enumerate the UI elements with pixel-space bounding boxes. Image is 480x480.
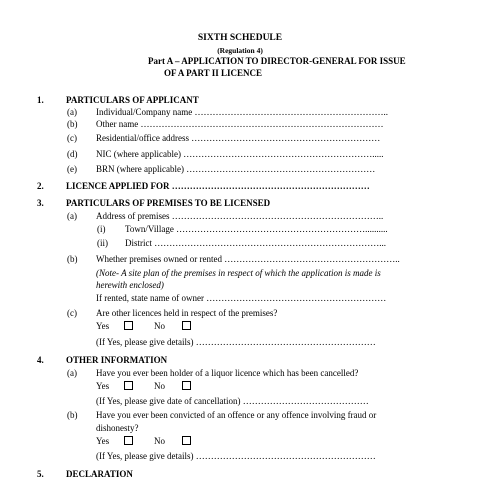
s4-b-letter: (b) bbox=[67, 410, 78, 420]
section-2-number: 2. bbox=[37, 181, 44, 191]
regulation-ref: (Regulation 4) bbox=[217, 46, 263, 55]
owner-name-field[interactable]: If rented, state name of owner …………………………………………………… bbox=[96, 293, 387, 303]
licence-applied-field[interactable]: LICENCE APPLIED FOR ………………………………………………………… bbox=[66, 181, 370, 191]
s3-no-checkbox[interactable] bbox=[182, 321, 191, 332]
s4-a-letter: (a) bbox=[67, 368, 77, 378]
section-3-number: 3. bbox=[37, 198, 44, 208]
other-licences-question: Are other licences held in respect of the premises? bbox=[96, 308, 278, 318]
district-field[interactable]: District …………………………………………………………………... bbox=[125, 238, 386, 248]
conviction-question-line1: Have you ever been convicted of an offence or any offence involving fraud or bbox=[96, 410, 377, 420]
s3-b-letter: (b) bbox=[67, 254, 78, 264]
s3-yes-label: Yes bbox=[96, 321, 110, 331]
town-village-field[interactable]: Town/Village ……………………………………………………….......... bbox=[125, 224, 388, 234]
part-a-title-line2: OF A PART II LICENCE bbox=[164, 68, 263, 78]
part-a-title-line1: Part A – APPLICATION TO DIRECTOR-GENERAL FOR ISSUE bbox=[148, 56, 406, 66]
nic-field[interactable]: NIC (where applicable) ………………………………………………………..... bbox=[96, 149, 384, 159]
s4b-yes-checkbox[interactable] bbox=[124, 436, 133, 447]
s4b-yes-label: Yes bbox=[96, 436, 110, 446]
s1-b-letter: (b) bbox=[67, 119, 78, 129]
brn-field[interactable]: BRN (where applicable) ……………………………………………………… bbox=[96, 164, 376, 174]
section-5-number: 5. bbox=[37, 469, 44, 479]
applicant-name-field[interactable]: Individual/Company name ……………………………………………………….. bbox=[96, 107, 388, 117]
conviction-details-field[interactable]: (If Yes, please give details) …………………………………………………… bbox=[96, 451, 376, 461]
s1-d-letter: (d) bbox=[67, 149, 78, 159]
s1-e-letter: (e) bbox=[67, 164, 77, 174]
s4a-no-checkbox[interactable] bbox=[182, 381, 191, 392]
section-1-number: 1. bbox=[37, 95, 44, 105]
owned-or-rented-field[interactable]: Whether premises owned or rented ………………………………………………….. bbox=[96, 254, 400, 264]
schedule-title: SIXTH SCHEDULE bbox=[197, 33, 283, 43]
section-3-title: PARTICULARS OF PREMISES TO BE LICENSED bbox=[66, 198, 271, 208]
conviction-question-line2: dishonesty? bbox=[96, 423, 139, 433]
s4a-no-label: No bbox=[154, 381, 165, 391]
s3-c-letter: (c) bbox=[67, 308, 77, 318]
other-name-field[interactable]: Other name ……………………………………………………………………… bbox=[96, 119, 384, 129]
section-4-number: 4. bbox=[37, 355, 44, 365]
site-plan-note-line2: herewith enclosed) bbox=[96, 280, 164, 290]
address-field[interactable]: Residential/office address ……………………………………………………… bbox=[96, 133, 381, 143]
s4b-no-checkbox[interactable] bbox=[182, 436, 191, 447]
s4b-no-label: No bbox=[154, 436, 165, 446]
cancellation-date-field[interactable]: (If Yes, please give date of cancellation) …………………………………… bbox=[96, 396, 369, 406]
s3-ii-letter: (ii) bbox=[97, 238, 108, 248]
premises-address-field[interactable]: Address of premises …………………………………………………………….. bbox=[96, 211, 384, 221]
section-5-title: DECLARATION bbox=[66, 469, 133, 479]
section-4-title: OTHER INFORMATION bbox=[66, 355, 168, 365]
s3-a-letter: (a) bbox=[67, 211, 77, 221]
s1-a-letter: (a) bbox=[67, 107, 77, 117]
site-plan-note-line1: (Note- A site plan of the premises in respect of which the application is made is bbox=[96, 268, 381, 278]
other-licences-details-field[interactable]: (If Yes, please give details) …………………………………………………… bbox=[96, 337, 376, 347]
s3-yes-checkbox[interactable] bbox=[124, 321, 133, 332]
s1-c-letter: (c) bbox=[67, 133, 77, 143]
s4a-yes-label: Yes bbox=[96, 381, 110, 391]
s3-no-label: No bbox=[154, 321, 165, 331]
s3-i-letter: (i) bbox=[97, 224, 106, 234]
section-1-title: PARTICULARS OF APPLICANT bbox=[66, 95, 199, 105]
cancelled-licence-question: Have you ever been holder of a liquor licence which has been cancelled? bbox=[96, 368, 359, 378]
s4a-yes-checkbox[interactable] bbox=[124, 381, 133, 392]
